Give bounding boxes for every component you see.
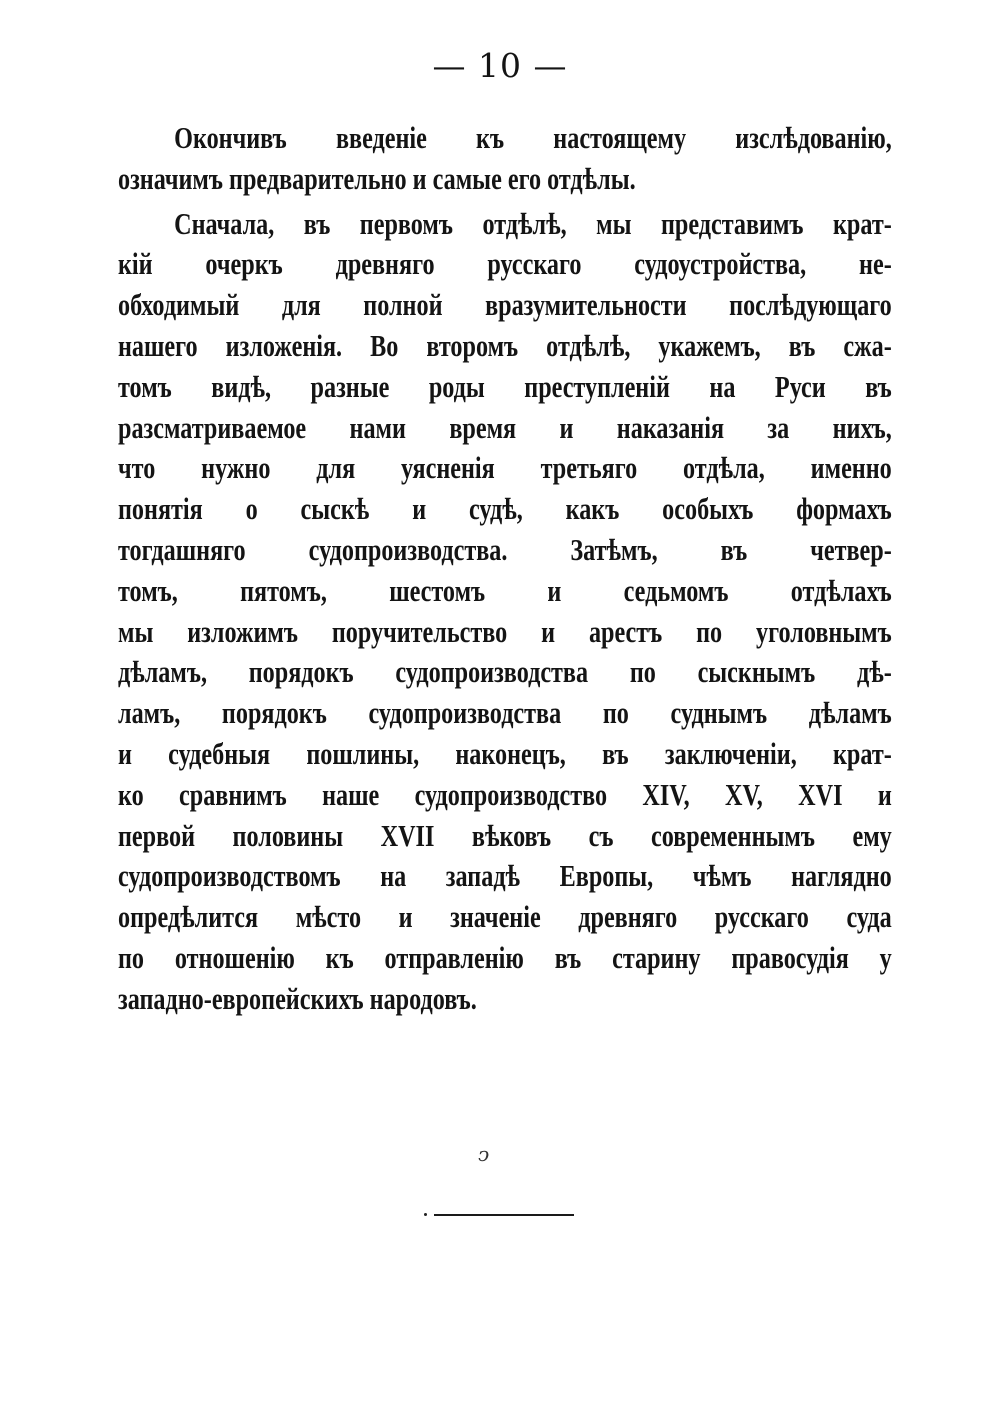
text-line: тогдашняго судопроизводства. Затѣмъ, въ четвер- xyxy=(118,531,892,567)
text-line: томъ, пятомъ, шестомъ и седьмомъ отдѣлахъ xyxy=(118,572,892,608)
text-line: по отношенію къ отправленію въ старину правосудія у xyxy=(118,939,892,975)
text-line: нашего изложенія. Во второмъ отдѣлѣ, укажемъ, въ сжа- xyxy=(118,327,892,363)
paragraph-intro xyxy=(118,118,892,200)
section-end-rule xyxy=(434,1214,574,1216)
text-line: западно-европейскихъ народовъ. xyxy=(118,980,477,1016)
text-line: Окончивъ введеніе къ настоящему изслѣдованію, xyxy=(174,120,892,155)
text-line: первой половины XVII вѣковъ съ современнымъ ему xyxy=(118,817,892,853)
text-line: кій очеркъ древняго русскаго судоустройства, не- xyxy=(118,246,892,282)
text-line: и судебныя пошлины, наконецъ, въ заключеніи, крат- xyxy=(118,735,892,771)
text-line: опредѣлится мѣсто и значеніе древняго русскаго суда xyxy=(118,899,892,935)
text-line: ко сравнимъ наше судопроизводство XIV, XV, XVI и xyxy=(118,776,892,812)
page-number: — 10 — xyxy=(432,46,568,85)
text-line: томъ видѣ, разные роды преступленій на Руси въ xyxy=(118,368,892,404)
text-line: Сначала, въ первомъ отдѣлѣ, мы представимъ крат- xyxy=(174,205,892,241)
print-speck xyxy=(424,1213,427,1216)
text-line: означимъ предварительно и самые его отдѣлы. xyxy=(118,160,636,196)
text-line: мы изложимъ поручительство и арестъ по уголовнымъ xyxy=(118,613,892,649)
text-line: что нужно для уясненія третьяго отдѣла, именно xyxy=(118,450,892,486)
paragraph-outline xyxy=(118,204,892,1020)
text-line: разсматриваемое нами время и наказанія за нихъ, xyxy=(118,409,892,445)
text-line: понятія о сыскѣ и судѣ, какъ особыхъ формахъ xyxy=(118,491,892,527)
body-text xyxy=(118,118,892,1020)
text-line: судопроизводствомъ на западѣ Европы, чѣмъ наглядно xyxy=(118,858,892,894)
stray-print-mark: ↄ xyxy=(478,1142,490,1166)
text-line: обходимый для полной вразумительности послѣдующаго xyxy=(118,287,892,323)
text-line: ламъ, порядокъ судопроизводства по суднымъ дѣламъ xyxy=(118,695,892,731)
text-line: дѣламъ, порядокъ судопроизводства по сыскнымъ дѣ- xyxy=(118,654,892,690)
